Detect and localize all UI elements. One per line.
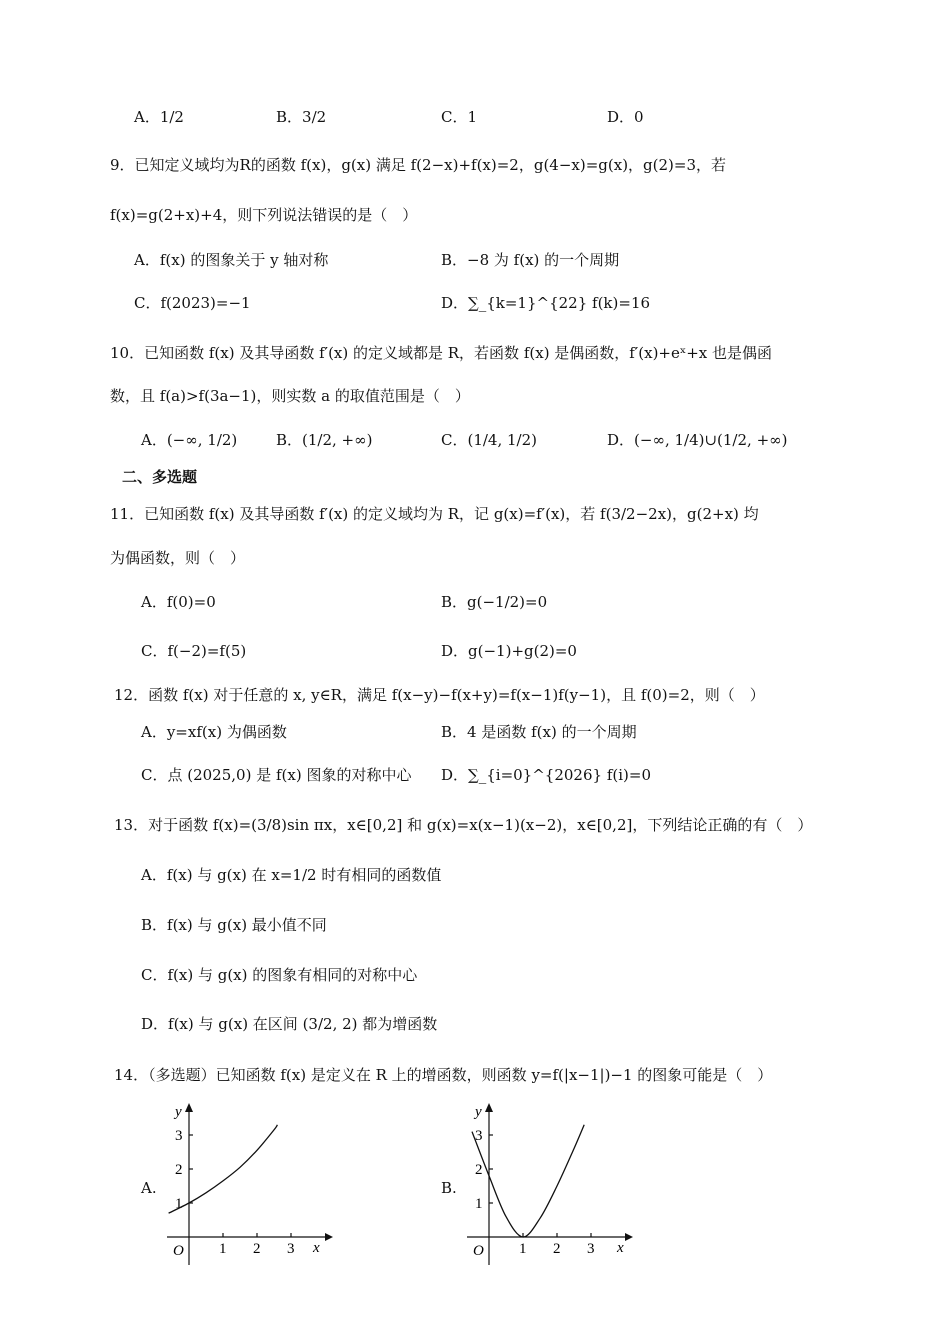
q13-option-d: D．f(x) 与 g(x) 在区间 (3/2, 2) 都为增函数 <box>141 1015 438 1033</box>
graph-b-y-tick-label-2: 2 <box>475 1162 483 1178</box>
q14-option-a-label: A. <box>141 1179 157 1197</box>
q10-stem-line2: 数，且 f(a)>f(3a−1)，则实数 a 的取值范围是（ ） <box>110 387 470 405</box>
q10-stem-line1: 10．已知函数 f(x) 及其导函数 f′(x) 的定义域都是 R，若函数 f(x) 是偶函数，f′(x)+eˣ+x 也是偶函 <box>110 344 773 362</box>
graph-b-x-label: x <box>617 1240 624 1256</box>
graph-a-curve <box>169 1125 278 1213</box>
q9-stem-line1: 9．已知定义域均为R的函数 f(x)，g(x) 满足 f(2−x)+f(x)=2，g(4−x)=g(x)，g(2)=3，若 <box>110 156 727 174</box>
q13-option-c: C．f(x) 与 g(x) 的图象有相同的对称中心 <box>141 966 418 984</box>
graph-a-x-tick-label-3: 3 <box>287 1241 295 1257</box>
q14-option-b-label: B. <box>441 1179 457 1197</box>
graph-b <box>465 1100 640 1270</box>
q11-option-c: C．f(−2)=f(5) <box>141 642 247 660</box>
graph-a-x-tick-label-2: 2 <box>253 1241 261 1257</box>
q10-option-d: D．(−∞, 1/4)∪(1/2, +∞) <box>607 431 788 449</box>
q11-option-b: B．g(−1/2)=0 <box>441 593 548 611</box>
q14-stem: 14．（多选题）已知函数 f(x) 是定义在 R 上的增函数，则函数 y=f(|x−1|)−1 的图象可能是（ ） <box>114 1066 773 1084</box>
graph-a-y-tick-label-2: 2 <box>175 1162 183 1178</box>
q9-option-a: A．f(x) 的图象关于 y 轴对称 <box>134 251 329 269</box>
graph-b-y-label: y <box>475 1104 482 1120</box>
q12-option-b: B．4 是函数 f(x) 的一个周期 <box>441 723 637 741</box>
q13-option-b: B．f(x) 与 g(x) 最小值不同 <box>141 916 327 934</box>
q13-stem: 13．对于函数 f(x)=(3/8)sin πx，x∈[0,2] 和 g(x)=x(x−1)(x−2)，x∈[0,2]，下列结论正确的有（ ） <box>114 816 813 834</box>
graph-a-x-label: x <box>313 1240 320 1256</box>
q13-option-a: A．f(x) 与 g(x) 在 x=1/2 时有相同的函数值 <box>141 866 442 884</box>
graph-a-y-arrow <box>185 1103 193 1112</box>
q12-option-d: D．∑_{i=0}^{2026} f(i)=0 <box>441 766 651 784</box>
q9-stem-line2: f(x)=g(2+x)+4，则下列说法错误的是（ ） <box>110 206 418 224</box>
graph-b-y-arrow <box>485 1103 493 1112</box>
graph-a-y-tick-label-1: 1 <box>175 1196 183 1212</box>
q10-option-a: A．(−∞, 1/2) <box>141 431 238 449</box>
q10-option-c: C．(1/4, 1/2) <box>441 431 537 449</box>
q9-option-b: B．−8 为 f(x) 的一个周期 <box>441 251 620 269</box>
graph-b-y-tick-label-1: 1 <box>475 1196 483 1212</box>
q9-option-c: C．f(2023)=−1 <box>134 294 251 312</box>
graph-b-origin: O <box>473 1243 484 1259</box>
q12-option-a: A．y=xf(x) 为偶函数 <box>141 723 287 741</box>
graph-b-x-tick-label-1: 1 <box>519 1241 527 1257</box>
graph-a <box>165 1100 335 1270</box>
graph-a-y-label: y <box>175 1104 182 1120</box>
q11-stem-line2: 为偶函数，则（ ） <box>110 549 246 567</box>
q10-option-b: B．(1/2, +∞) <box>276 431 373 449</box>
graph-b-ticks <box>475 1128 595 1257</box>
graph-a-x-tick-label-1: 1 <box>219 1241 227 1257</box>
q8-option-d: D．0 <box>607 108 644 126</box>
graph-a-y-tick-label-3: 3 <box>175 1128 183 1144</box>
graph-b-x-arrow <box>625 1233 633 1241</box>
graph-b-x-tick-label-3: 3 <box>587 1241 595 1257</box>
q8-option-b: B．3/2 <box>276 108 327 126</box>
q11-stem-line1: 11．已知函数 f(x) 及其导函数 f′(x) 的定义域均为 R，记 g(x)=f′(x)，若 f(3/2−2x)，g(2+x) 均 <box>110 505 759 523</box>
graph-a-origin: O <box>173 1243 184 1259</box>
q12-stem: 12．函数 f(x) 对于任意的 x, y∈R，满足 f(x−y)−f(x+y)=f(x−1)f(y−1)，且 f(0)=2，则（ ） <box>114 686 765 704</box>
q8-option-a: A．1/2 <box>134 108 184 126</box>
q11-option-a: A．f(0)=0 <box>141 593 216 611</box>
q9-option-d: D．∑_{k=1}^{22} f(k)=16 <box>441 294 651 312</box>
section-heading: 二、多选题 <box>122 468 198 486</box>
graph-b-y-tick-label-3: 3 <box>475 1128 483 1144</box>
graph-b-x-tick-label-2: 2 <box>553 1241 561 1257</box>
q11-option-d: D．g(−1)+g(2)=0 <box>441 642 577 660</box>
graph-a-x-arrow <box>325 1233 333 1241</box>
q12-option-c: C．点 (2025,0) 是 f(x) 图象的对称中心 <box>141 766 412 784</box>
q8-option-c: C．1 <box>441 108 478 126</box>
graph-a-ticks <box>175 1128 295 1257</box>
